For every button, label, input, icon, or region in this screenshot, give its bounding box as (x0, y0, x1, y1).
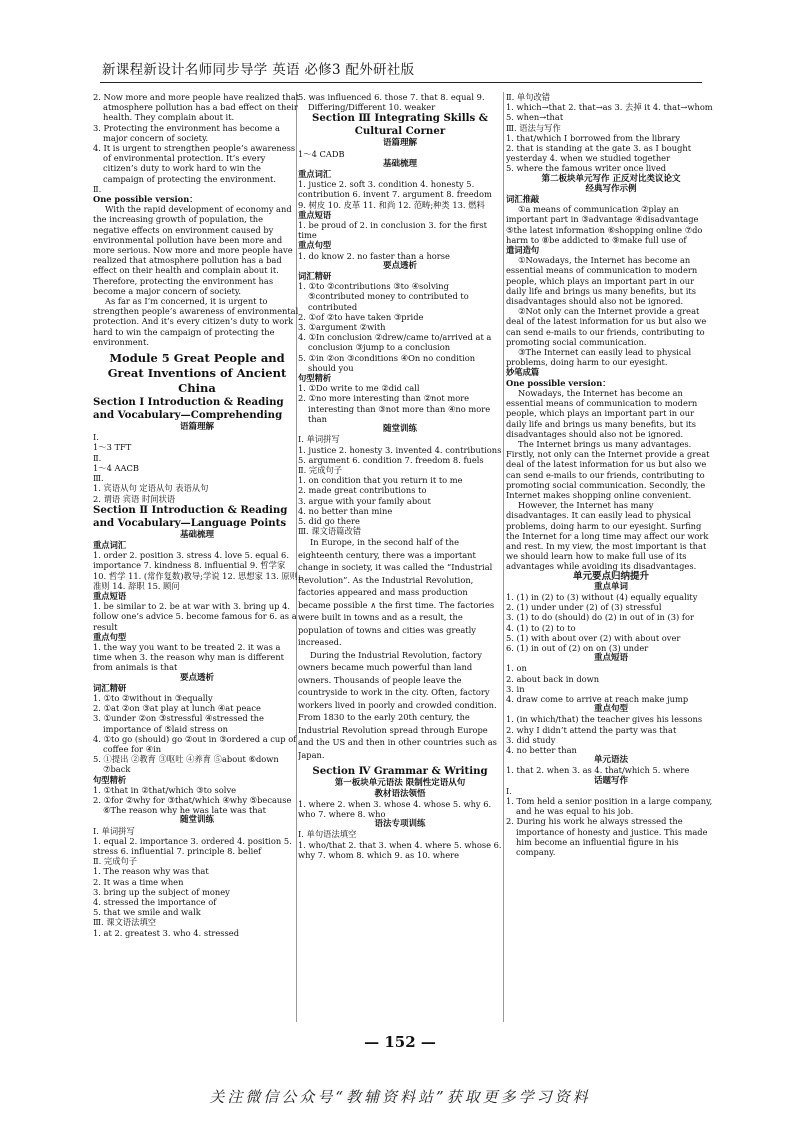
answer-line: 1. (1) in (2) to (3) without (4) equally equality (506, 591, 698, 602)
version-label: One possible version： (506, 377, 611, 388)
answer-line: 1. Tom held a senior position in a large company, and he was equal to his job. (506, 796, 713, 817)
label: 句型精析 (298, 373, 332, 384)
answer-line: 6. (1) in out of (2) on on (3) under (506, 642, 649, 653)
sentence-example: ③The Internet can easily lead to physical problems, doing harm to our eyesight. (506, 347, 692, 368)
answer-line: 3. did study (506, 734, 556, 745)
essay-paragraph: The Internet brings us many advantages. Firstly, not only can the Internet provide a great deal of the latest information for us but also we can send e-mails to our friends, contributing to promoting social communication. Secondly, the Internet makes shopping online convenient. (506, 438, 710, 500)
answer-line: 4. draw come to arrive at reach make jump (506, 693, 689, 704)
essay-paragraph: As far as I’m concerned, it is urgent to strengthen people’s awareness of environmental protection. And it’s every citizen’s duty to work hard to win the campaign of protecting the environment. (93, 296, 299, 347)
answer-line: 2. about back in down (506, 673, 600, 684)
answer-line: 5. did go there (298, 515, 360, 526)
answer-line: 4. no better than mine (298, 505, 393, 516)
answer-line: 2. ①of ②to have taken ③pride (298, 311, 424, 322)
sentence-example: ①Nowadays, the Internet has become an essential means of communication to modern people, which plays an important part in our daily life and brings us many benefits, but its disadvantages should also not be ignored. (506, 255, 698, 307)
answer-column-3 (506, 92, 716, 1022)
answer-line: 3. in (506, 683, 525, 694)
subheading: 基础梳理 (382, 158, 417, 169)
subheading: 单元语法 (593, 755, 628, 766)
answer-line: 1. be similar to 2. be at war with 3. bring up 4. follow one’s advice 5. become famous for 6. as a result (93, 601, 297, 632)
answer-line: 2. It was a time when (93, 876, 184, 887)
subheading: 随堂训练 (382, 424, 417, 435)
answer-line: 1. ①to ②contributions ③to ④solving ⑤contributed money to contributed to contributed (298, 281, 469, 312)
answer-line: 3. bring up the subject of money (93, 886, 230, 897)
answer-line: 1. equal 2. importance 3. ordered 4. position 5. stress 6. influential 7. principle 8. belief (93, 835, 292, 856)
answer-line: 1. do know 2. no faster than a horse (298, 250, 450, 261)
exercise-label: Ⅱ. 完成句子 (93, 856, 138, 867)
label: 词汇推敲 (506, 194, 540, 205)
label: 重点句型 (298, 240, 332, 251)
answer-line: Ⅲ. (93, 473, 104, 484)
answer-line: 3. ①argument ②with (298, 322, 386, 333)
label: 重点词汇 (93, 539, 127, 550)
label: 重点词汇 (298, 169, 332, 180)
answer-line: 2. ①no more interesting than ②not more interesting than ③not more than ④no more than (298, 393, 491, 424)
answer-line: 1～4 CADB (298, 148, 345, 159)
answer-line: 1. 宾语从句 定语从句 表语从句 (93, 483, 209, 494)
column-divider (503, 92, 504, 1022)
answer-line: 2. During his work he always stressed the importance of honesty and justice. This made him become an influential figure in his company. (506, 816, 708, 858)
subheading: 语篇理解 (382, 138, 417, 149)
answer-line: 1. where 2. when 3. whose 4. whose 5. why 6. who 7. where 8. who (298, 798, 492, 819)
subheading: 要点透析 (179, 672, 214, 683)
label: 重点短语 (298, 209, 332, 220)
answer-line: 5. was influenced 6. those 7. that 8. equal 9. Differing/Different 10. weaker (298, 92, 485, 113)
section-title: Section Ⅰ Introduction & Reading and Vocabulary—Comprehending (93, 396, 284, 422)
answer-line: 3. argue with your family about (298, 495, 431, 506)
label: 词汇精研 (93, 682, 127, 693)
subheading: 随堂训练 (179, 815, 214, 826)
subheading: 语篇理解 (179, 422, 214, 433)
version-label: One possible version： (93, 194, 198, 205)
sentence-example: ②Not only can the Internet provide a great deal of the latest information for us but also we can send e-mails to our friends, contributing to promoting social communication. (506, 306, 707, 347)
answer-line: 1. ①Do write to me ②did call (298, 383, 420, 394)
answer-line: 5. ①in ②on ③conditions ④On no condition should you (298, 352, 476, 373)
subheading: 单元要点归纳提升 (572, 570, 649, 582)
section-title: Section Ⅱ Introduction & Reading and Vocabulary—Language Points (93, 503, 288, 529)
subheading: 基础梳理 (179, 529, 214, 540)
answer-line: 4. ①In conclusion ②drew/came to/arrived at a conclusion ③jump to a conclusion (298, 332, 492, 353)
subheading: 话题写作 (593, 775, 628, 786)
subheading: 教材语法领悟 (374, 788, 426, 799)
answer-line: 1. be proud of 2. in conclusion 3. for the first time (298, 220, 487, 241)
answer-line: Ⅱ. (93, 452, 102, 463)
answer-line: 1～3 TFT (93, 442, 132, 453)
exercise-label: Ⅲ. 课文语篇改错 (298, 526, 362, 537)
answer-line: 1. order 2. position 3. stress 4. love 5. equal 6. importance 7. kindness 8. influential 9. 哲学家 10. 哲学 11. (常作复数)教导;学说 12. 思想家 13. 原则;准则 14. 辞职 15. 顾问 (93, 550, 301, 591)
subheading: 重点句型 (593, 704, 628, 715)
label: 妙笔成篇 (506, 367, 540, 378)
subheading: 重点短语 (593, 653, 628, 664)
answer-line: 1. justice 2. honesty 3. invented 4. contributions 5. argument 6. condition 7. freedom 8. fuels (298, 444, 502, 465)
header-title: 新课程新设计名师同步导学 英语 必修3 配外研社版 (102, 62, 415, 78)
answer-line: 1. (in which/that) the teacher gives his lessons (506, 714, 703, 725)
answer-line: ①a means of communication ②play an important part in ③advantage ④disadvantage ⑤the latest information ⑥shopping online ⑦do harm to ⑧be addicted to ⑨make full use of (506, 204, 703, 245)
answer-line: 1. at 2. greatest 3. who 4. stressed (93, 927, 240, 938)
subheading: 重点单词 (593, 581, 628, 592)
label: 遣词造句 (506, 245, 540, 256)
answer-line: 3. ①under ②on ③stressful ④stressed the importance of ⑤laid stress on (93, 713, 264, 734)
exercise-label: Ⅰ. 单句语法填空 (298, 829, 357, 840)
answer-line: 2. ①at ②on ③at play at lunch ④at peace (93, 703, 261, 714)
answer-line: 1. The reason why was that (93, 866, 209, 877)
answer-line: 2. that is standing at the gate 3. as I bought yesterday 4. when we studied together (506, 143, 692, 164)
essay-paragraph: Nowadays, the Internet has become an essential means of communication to modern people, which plays an important part in our daily life and brings us many benefits, but its disadvantages should also not be ignored. (506, 387, 698, 439)
answer-column-2 (298, 92, 502, 1022)
answer-line: 1. which→that 2. that→as 3. 去掉 it 4. that→whom 5. when→that (506, 102, 713, 123)
answer-line: 2. ①for ②why for ③that/which ④why ⑤because ⑥The reason why he was late was that (93, 794, 292, 816)
section-title: Section Ⅲ Integrating Skills & Cultural Corner (312, 112, 488, 138)
answer-line: 4. ①to go (should) go ②out in ③ordered a cup of coffee for ④in (93, 733, 297, 754)
answer-line: 5. ①提出 ②教育 ③呕吐 ④养育 ⑤about ⑥down ⑦back (93, 754, 279, 775)
page-number: — 152 — (364, 1033, 436, 1051)
answer-line: 1. that 2. when 3. as 4. that/which 5. where (506, 765, 690, 776)
answer-line: 4. It is urgent to strengthen people’s awareness of environmental protection. It’s every citizen’s duty to work hard to win the campaign of protecting the environment. (93, 143, 296, 184)
error-correction-passage: In Europe, in the second half of the eighteenth century, there was a important change in society, it was called the “Industrial Revolution”. As the Industrial Revolution, factories appeared and mass production became possible ∧ the first time. The factories were built in towns and as a result, the population of towns and cities was greatly increased. (298, 537, 495, 648)
error-correction-passage: During the Industrial Revolution, factory owners became much powerful than land owners. Thousands of people leave the countryside to work in the city. Often, factory workers lived in poorly and crowded condition. From 1830 to the early 20th century, the Industrial Revolution spread through Europe and the US and then in other countries such as Japan. (298, 649, 497, 760)
answer-line: 1. justice 2. soft 3. condition 4. honesty 5. contribution 6. invent 7. argument 8. freedom 9. 树皮 10. 皮革 11. 和尚 12. 范畴;种类 13. 燃料 (298, 179, 492, 210)
subheading: 第一板块单元语法 限制性定语从句 (334, 778, 466, 789)
answer-line: 1. on condition that you return it to me (298, 475, 463, 486)
answer-line: 3. (1) to do (should) do (2) in out of in (3) for (506, 612, 694, 623)
exercise-label: Ⅲ. 语法与写作 (506, 122, 561, 133)
roman-label: Ⅱ. (93, 183, 102, 194)
answer-line: 4. no better than (506, 745, 577, 755)
footer-note: 关注微信公众号“教辅资料站”获取更多学习资料 (209, 1088, 591, 1106)
answer-line: 2. why I didn’t attend the party was that (506, 724, 677, 735)
answer-line: 5. (1) with about over (2) with about over (506, 632, 681, 643)
label: 重点短语 (93, 590, 127, 601)
roman-label: Ⅰ. (506, 785, 512, 796)
label: 句型精析 (93, 774, 127, 785)
answer-line: 1. who/that 2. that 3. when 4. where 5. whose 6. why 7. whom 8. which 9. as 10. where (298, 839, 502, 860)
essay-paragraph: With the rapid development of economy and the increasing growth of population, the negative effects on environment caused by environmental pollution have been more and more serious. Now more and more people have realized that atmosphere pollution has a bad effect on their health and complain about it. Therefore, protecting the environment has become a major concern of society. (93, 204, 293, 296)
label: 词汇精研 (298, 271, 332, 282)
exercise-label: Ⅰ. 单词拼写 (298, 434, 340, 445)
label: 重点句型 (93, 631, 127, 642)
subheading: 要点透析 (382, 260, 417, 271)
essay-paragraph: However, the Internet has many disadvantages. It can easily lead to physical problems, doing harm to our eyesight. Surfing the Internet for a long time may affect our work and rest. In my view, the most important is that we should learn how to make full use of its advantages while avoiding its disadvantages. (506, 500, 709, 572)
answer-line: 1. ①to ②without in ③equally (93, 692, 213, 703)
subheading: 语法专项训练 (374, 819, 426, 830)
answer-line: 5. where the famous writer once lived (506, 163, 667, 174)
exercise-label: Ⅱ. 单句改错 (506, 92, 551, 102)
answer-line: 1. the way you want to be treated 2. it was a time when 3. the reason why man is different from animals is that (93, 641, 285, 673)
answer-line: 1～4 AACB (93, 462, 139, 473)
module-title: Module 5 Great People and Great Inventions of Ancient China (107, 351, 287, 396)
answer-line: Ⅰ. (93, 432, 99, 443)
answer-line: 1. that/which I borrowed from the library (506, 132, 681, 143)
exercise-label: Ⅲ. 课文语法填空 (93, 917, 157, 928)
section-title: Section Ⅳ Grammar & Writing (312, 765, 488, 778)
answer-line: 2. Now more and more people have realized that atmosphere pollution has a bad effect on their health. They complain about it. (93, 92, 300, 123)
answer-line: 4. (1) to (2) to to (506, 622, 576, 633)
answer-line: 4. stressed the importance of (93, 897, 217, 908)
answer-line: 3. Protecting the environment has become a major concern of society. (93, 122, 280, 143)
answer-column-1 (93, 92, 301, 1022)
answer-line: 2. made great contributions to (298, 485, 427, 496)
exercise-label: Ⅰ. 单词拼写 (93, 825, 135, 836)
subheading: 经典写作示例 (585, 183, 637, 194)
running-header (100, 58, 702, 83)
answer-line: 2. 谓语 宾语 时间状语 (93, 493, 176, 504)
answer-line: 2. (1) under under (2) of (3) stressful (506, 602, 662, 613)
answer-line: 5. that we smile and walk (93, 907, 201, 918)
answer-line: 1. ①that in ②that/which ③to solve (93, 784, 237, 795)
exercise-label: Ⅱ. 完成句子 (298, 464, 343, 475)
subheading: 第二板块单元写作 正反对比类议论文 (541, 173, 681, 184)
answer-line: 1. on (506, 663, 527, 674)
